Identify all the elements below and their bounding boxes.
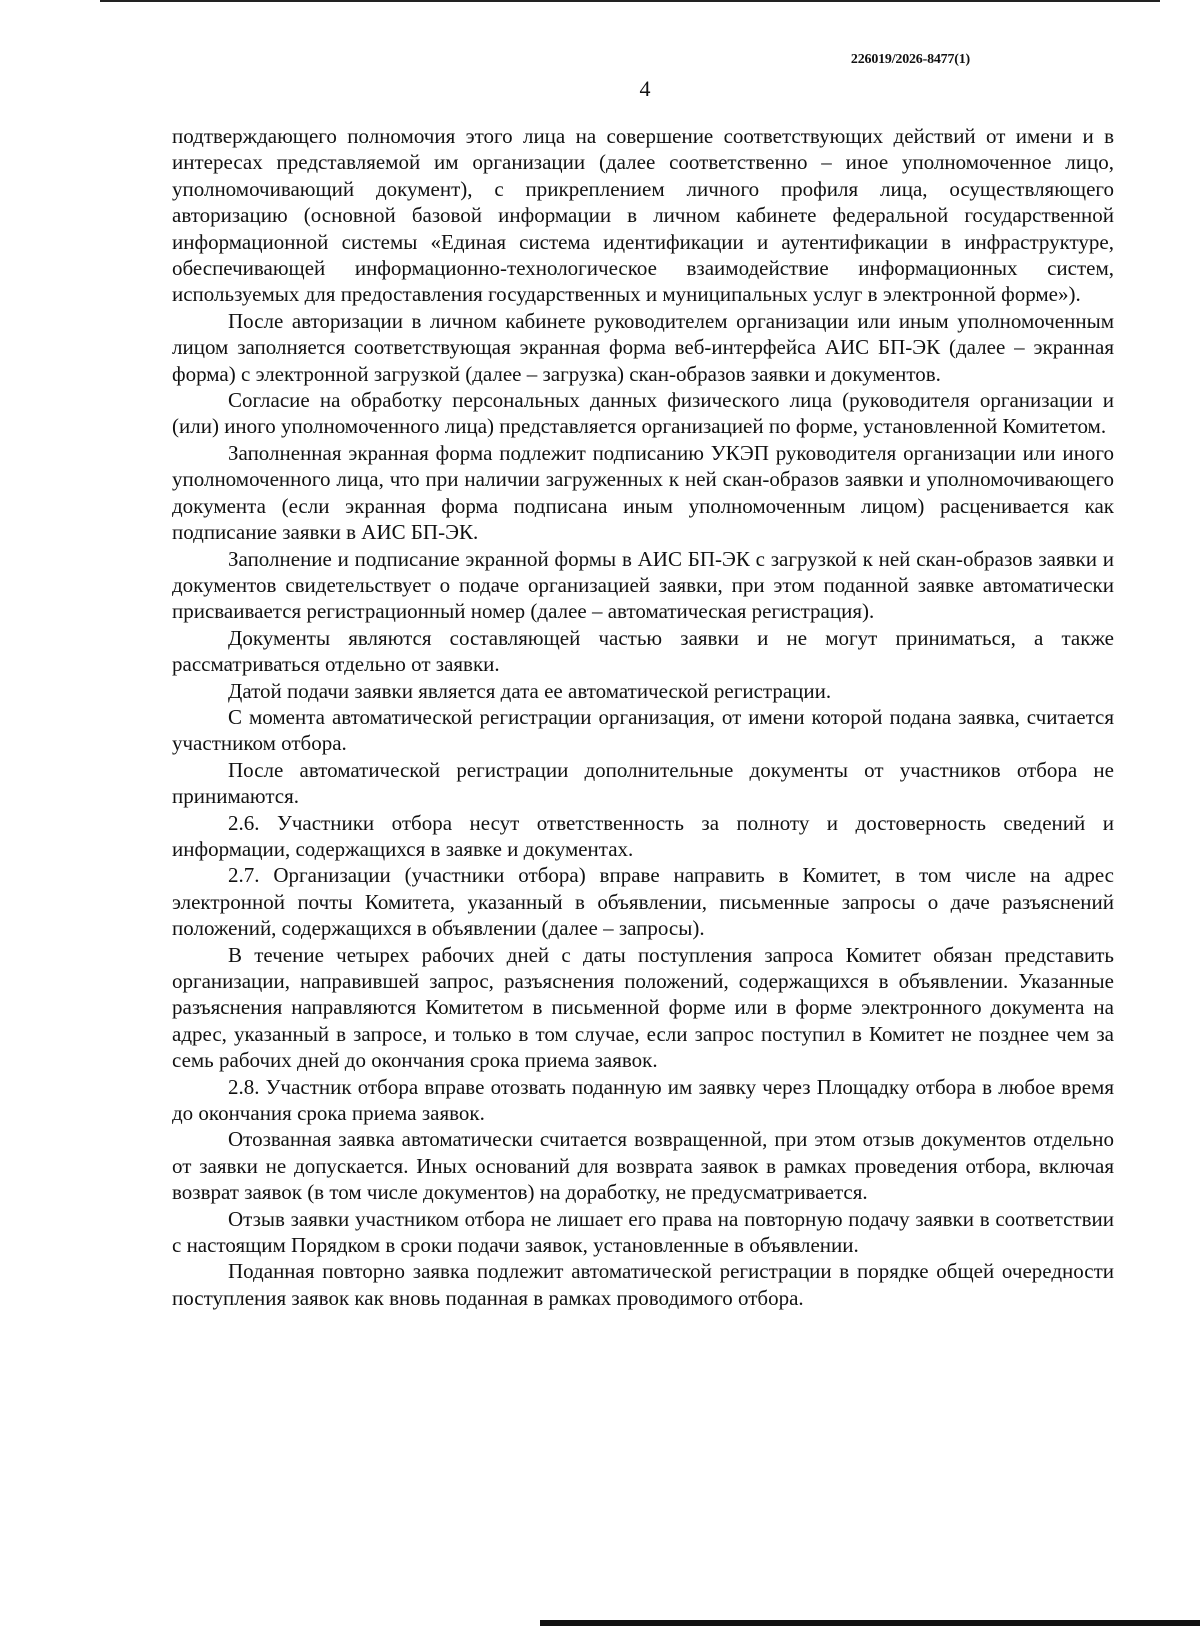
document-body	[172, 123, 1114, 1311]
paragraph-9: После автоматической регистрации дополнительные документы от участников отбора не принимаются.	[172, 757, 1114, 809]
paragraph-12: В течение четырех рабочих дней с даты поступления запроса Комитет обязан представить организации, направившей запрос, разъяснения положений, содержащихся в объявлении. Указанные разъяснения направляются Комитетом в письменной форме или в форме электронного документа на адрес, указанный в запросе, и только в том случае, если запрос поступил в Комитет не позднее чем за семь рабочих дней до окончания срока приема заявок.	[172, 942, 1114, 1073]
paragraph-2: После авторизации в личном кабинете руководителем организации или иным уполномоченным лицом заполняется соответствующая экранная форма веб-интерфейса АИС БП-ЭК (далее – экранная форма) с электронной загрузкой (далее – загрузка) скан-образов заявки и документов.	[172, 308, 1114, 386]
paragraph-3: Согласие на обработку персональных данных физического лица (руководителя организации и (или) иного уполномоченного лица) представляется организацией по форме, установленной Комитетом.	[172, 388, 1114, 439]
paragraph-1: подтверждающего полномочия этого лица на совершение соответствующих действий от имени и в интересах представляемой им организации (далее соответственно – иное уполномоченное лицо, уполномочивающий документ), с прикреплением личного профиля лица, осуществляющего авторизацию (основной базовой информации в личном кабинете федеральной государственной информационной системы «Единая система идентификации и аутентификации в инфраструктуре, обеспечивающей информационно-технологическое взаимодействие информационных систем, используемых для предоставления государственных и муниципальных услуг в электронной форме»).	[172, 124, 1114, 307]
paragraph-13: 2.8. Участник отбора вправе отозвать поданную им заявку через Площадку отбора в любое время до окончания срока приема заявок.	[172, 1074, 1114, 1126]
paragraph-6: Документы являются составляющей частью заявки и не могут приниматься, а также рассматриваться отдельно от заявки.	[172, 625, 1114, 677]
paragraph-10: 2.6. Участники отбора несут ответственность за полноту и достоверность сведений и информации, содержащихся в заявке и документах.	[172, 810, 1114, 861]
paragraph-4: Заполненная экранная форма подлежит подписанию УКЭП руководителя организации или иного уполномоченного лица, что при наличии загруженных к ней скан-образов заявки и уполномочивающего документа (если экранная форма подписана иным уполномоченным лицом) расценивается как подписание заявки в АИС БП-ЭК.	[172, 440, 1114, 545]
paragraph-5: Заполнение и подписание экранной формы в АИС БП-ЭК с загрузкой к ней скан-образов заявки и документов свидетельствует о подаче организацией заявки, при этом поданной заявке автоматически присваивается регистрационный номер (далее – автоматическая регистрация).	[172, 546, 1114, 624]
paragraph-15: Отзыв заявки участником отбора не лишает его права на повторную подачу заявки в соответствии с настоящим Порядком в сроки подачи заявок, установленные в объявлении.	[172, 1206, 1114, 1258]
scan-top-edge	[100, 0, 1160, 6]
paragraph-7: Датой подачи заявки является дата ее автоматической регистрации.	[228, 678, 832, 703]
registration-number: 226019/2026-8477(1)	[850, 52, 970, 67]
paragraph-14: Отозванная заявка автоматически считается возвращенной, при этом отзыв документов отдельно от заявки не допускается. Иных оснований для возврата заявок в рамках проведения отбора, включая возврат заявок (в том числе документов) на доработку, не предусматривается.	[172, 1127, 1114, 1205]
paragraph-16: Поданная повторно заявка подлежит автоматической регистрации в порядке общей очередности поступления заявок как вновь поданная в рамках проводимого отбора.	[172, 1259, 1114, 1310]
scan-bottom-edge	[540, 1620, 1200, 1626]
page-number: 4	[639, 76, 651, 101]
paragraph-8: С момента автоматической регистрации организация, от имени которой подана заявка, считается участником отбора.	[172, 704, 1114, 756]
paragraph-11: 2.7. Организации (участники отбора) вправе направить в Комитет, в том числе на адрес электронной почты Комитета, указанный в объявлении, письменные запросы о даче разъяснений положений, содержащихся в объявлении (далее – запросы).	[172, 863, 1114, 941]
